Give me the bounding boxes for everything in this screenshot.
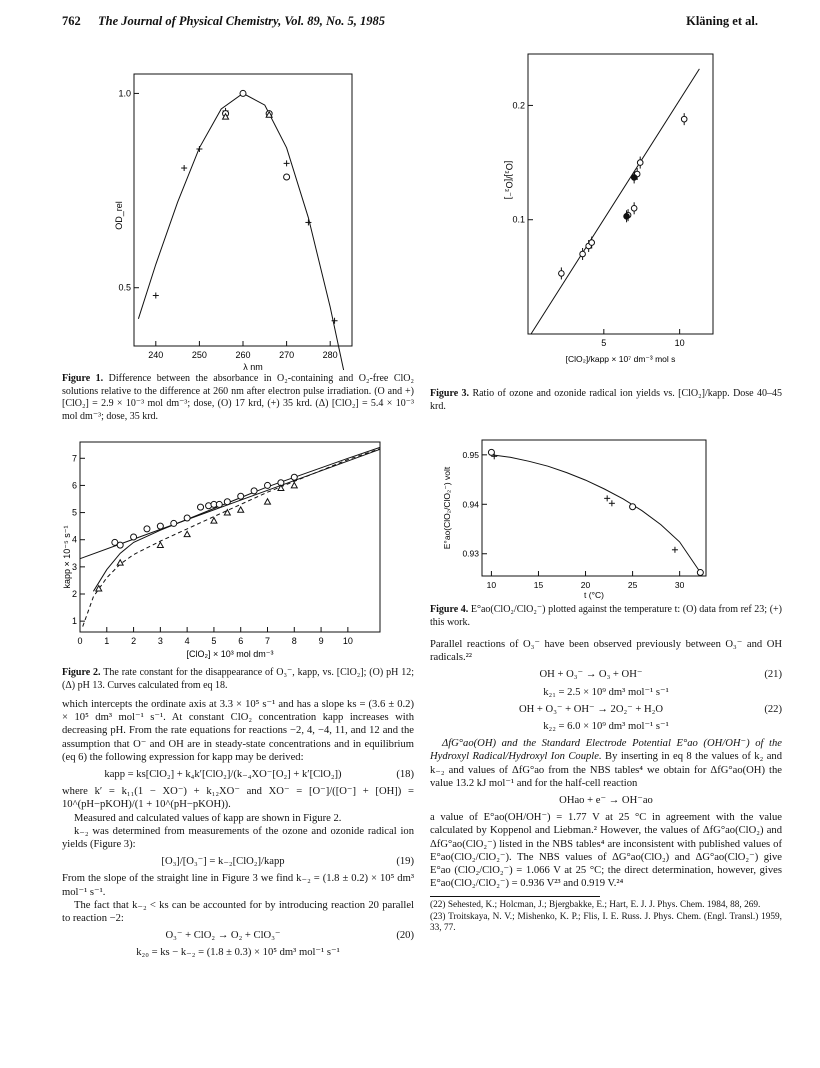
fig2-point (224, 510, 230, 515)
fig2-point (216, 501, 222, 507)
fig2-point (291, 482, 297, 487)
left-paragraph-2: where k′ = k₁₁(1 − XO⁻) + k₁₂XO⁻ and XO⁻ = [O⁻]/([O⁻] + [OH]) = 10^(pH−pKOH)/(1 + 10^(pH−pKOH)). (62, 786, 414, 811)
x-tick-label: 280 (322, 350, 338, 360)
fig4-point (697, 570, 703, 576)
fig2-point (198, 504, 204, 510)
fig1-x-label: λ nm (243, 362, 263, 370)
equation-19: [O₃]/[O₃⁻] = k₋₂[ClO₂]/kapp (19) (161, 856, 414, 868)
fig2-point (157, 542, 163, 547)
fig3-point (681, 116, 687, 122)
fig2-x-label: [ClO₂] × 10³ mol dm⁻³ (186, 649, 274, 659)
x-tick-label: 10 (342, 636, 353, 646)
fig1-point (240, 90, 246, 96)
y-tick-label: 7 (71, 453, 77, 464)
fig2-point (211, 518, 217, 523)
y-tick-label: 2 (71, 589, 77, 599)
y-tick-label: 6 (71, 480, 77, 491)
fig3-x-label: [ClO₂]/kapp × 10⁷ dm⁻³ mol s (565, 354, 676, 364)
fig1-curve (138, 93, 347, 370)
y-tick-label: 4 (71, 534, 77, 545)
fig2-curve-ph13 (83, 449, 380, 627)
fig1-point (196, 146, 202, 152)
left-paragraph-4: k₋₂ was determined from measurements of the ozone and ozonide radical ion yields (Figure 3): (62, 825, 414, 851)
x-tick-label: 30 (674, 580, 685, 590)
fig4-x-label: t (°C) (584, 590, 604, 600)
left-paragraph-5: From the slope of the straight line in Figure 3 we find k₋₂ = (1.8 ± 0.2) × 10⁵ dm³ mol⁻¹ s⁻¹. (62, 873, 414, 898)
fig2-point (265, 482, 271, 488)
equation-21: OH + O₃⁻ → O₃ + OH⁻ (21) (539, 669, 782, 681)
y-tick-label: 1.0 (118, 88, 131, 99)
equation-k20: k₂₀ = ks − k₋₂ = (1.8 ± 0.3) × 10⁵ dm³ mol⁻¹ s⁻¹ (136, 947, 340, 959)
equation-k22: k₂₂ = 6.0 × 10⁹ dm³ mol⁻¹ s⁻¹ (543, 721, 669, 733)
fig4-frame (482, 440, 706, 576)
fig2-point (224, 499, 230, 505)
y-tick-label: 0.5 (118, 282, 131, 293)
fig3-point (559, 271, 565, 277)
x-tick-label: 8 (291, 636, 297, 646)
footnote-22: (22) Sehested, K.; Holcman, J.; Bjergbakke, E.; Hart, E. J. J. Phys. Chem. 1984, 88, 269. (430, 900, 761, 911)
figure-2-chart (62, 440, 392, 665)
fig2-straight-line (80, 449, 380, 558)
fig2-frame (80, 442, 380, 632)
fig2-point (171, 520, 177, 526)
y-tick-label: 3 (71, 561, 77, 572)
y-tick-label: 0.94 (462, 499, 479, 510)
figure-1-caption: Figure 1. Difference between the absorbance in O₂-containing and O₂-free ClO₂ solutions relative to the difference at 260 nm after electron pulse irradiation. (O and +) [ClO₂] = 2.9 × 10⁻³ mol dm⁻³; dose, (O) 17 krd, (+) 35 krd. (Δ) [ClO₂] = 5.4 × 10⁻³ mol dm⁻³; dose, 35 krd. (62, 373, 414, 422)
figure-2-caption: Figure 2. The rate constant for the disappearance of O₃⁻, kapp, vs. [ClO₂]; (O) pH 12; (Δ) pH 13. Curves calculated from eq 18. (62, 667, 414, 691)
x-tick-label: 0 (77, 636, 83, 646)
fig1-frame (134, 74, 352, 346)
figure-3-chart (470, 52, 720, 377)
x-tick-label: 270 (279, 350, 295, 360)
fig4-point (630, 504, 636, 510)
right-column-text (430, 638, 782, 935)
fig2-y-label: kapp × 10⁻⁵ s⁻¹ (62, 525, 72, 589)
section-heading: ΔfG°ao(OH) and the Standard Electrode Potential E°ao (OH/OH⁻) of the Hydroxyl Radical/Hydroxyl Ion Couple. (430, 738, 782, 763)
x-tick-label: 25 (627, 580, 638, 590)
figure-1-chart (62, 70, 362, 370)
half-cell-reaction: OHao + e⁻ → OH⁻ao (559, 795, 653, 807)
x-tick-label: 15 (533, 580, 544, 590)
y-tick-label: 1 (71, 616, 77, 627)
page-number: 762 (62, 14, 81, 28)
fig2-point (238, 507, 244, 512)
y-tick-label: 0.95 (462, 449, 479, 460)
left-paragraph-6: The fact that k₋₂ < ks can be accounted for by introducing reaction 20 parallel to reaction −2: (62, 899, 414, 925)
fig1-point (284, 174, 290, 180)
equation-20: O₃⁻ + ClO₂ → O₂ + ClO₃⁻ (20) (165, 930, 414, 942)
x-tick-label: 20 (580, 580, 591, 590)
footnote-23: (23) Troitskaya, N. V.; Mishenko, K. P.; Flis, I. E. Russ. J. Phys. Chem. (Engl. Transl.) 1959, 33, 77. (430, 911, 782, 934)
equation-18: kapp = ks[ClO₂] + k₄k′[ClO₂]/(k₋₄XO⁻[O₂] + k′[ClO₂]) (18) (104, 769, 414, 781)
x-tick-label: 5 (601, 338, 607, 348)
fig2-point (157, 523, 163, 529)
x-tick-label: 2 (131, 636, 137, 646)
y-tick-label: 0.2 (512, 100, 525, 111)
equation-k21: k₂₁ = 2.5 × 10⁹ dm³ mol⁻¹ s⁻¹ (543, 686, 669, 698)
x-tick-label: 10 (674, 338, 685, 348)
fig3-point (589, 240, 595, 246)
x-tick-label: 4 (184, 636, 190, 646)
right-paragraph-3: a value of E°ao(OH/OH⁻) = 1.77 V at 25 °C in agreement with the value calculated by Koppenol and Liebman.² However, the values of ΔfG°ao(ClO₂) and ΔfG°ao(ClO₂⁻) listed in the NBS tables⁴ are inconsistent with published values of E°ao(ClO₂/ClO₂⁻). The NBS values of ΔG°ao(ClO₂) and ΔG°ao(ClO₂⁻) give E°ao (ClO₂/ClO₂⁻) = 1.066 V at 25 °C; the direct determination, however, gives E°ao(ClO₂/ClO₂⁻) = 0.936 V²³ and 0.919 V.²⁴ (430, 812, 782, 890)
x-tick-label: 9 (318, 636, 324, 646)
figure-4-caption: Figure 4. E°ao(ClO₂/ClO₂⁻) plotted against the temperature t: (O) data from ref 23; (+) this work. (430, 604, 782, 628)
fig2-point (265, 499, 271, 504)
fig2-point (184, 515, 190, 521)
y-tick-label: 0.93 (462, 548, 479, 559)
left-paragraph-3: Measured and calculated values of kapp are shown in Figure 2. (74, 812, 342, 824)
x-tick-label: 7 (264, 636, 271, 646)
fig2-curve-ph12 (93, 447, 380, 591)
left-paragraph-1: which intercepts the ordinate axis at 3.3 × 10⁵ s⁻¹ and has a slope ks = (3.6 ± 0.2) × 10⁵ dm³ mol⁻¹ s⁻¹. At constant ClO₂ concentration kapp increases with decreasing pH. From the rate equations for reactions −2, 4, −4, 11, and 12 and the assumption that O⁻ and OH are in steady-state concentrations and in equilibrium (eq 6) the following expression for kapp may be derived: (62, 699, 414, 763)
fig4-y-label: E°ao(ClO₂/ClO₂⁻) volt (442, 466, 452, 550)
fig2-point (184, 531, 190, 536)
fig1-y-label: OD_rel (114, 201, 124, 230)
x-tick-label: 10 (486, 580, 497, 590)
y-tick-label: 5 (71, 507, 77, 518)
footnote-divider (430, 896, 600, 897)
journal-title: The Journal of Physical Chemistry, Vol. 89, No. 5, 1985 (98, 14, 386, 28)
fig3-y-label: [O₃]/[O₃⁻] (504, 160, 514, 200)
fig1-point (153, 292, 159, 298)
fig3-fit-line (531, 69, 699, 334)
fig2-point (291, 474, 297, 480)
fig4-point (672, 547, 678, 553)
fig2-point (238, 493, 244, 499)
fig3-point (631, 205, 637, 211)
x-tick-label: 3 (157, 636, 163, 646)
left-column-text (62, 698, 414, 964)
x-tick-label: 250 (191, 350, 207, 360)
x-tick-label: 1 (104, 636, 110, 646)
x-tick-label: 240 (148, 350, 164, 360)
fig1-point (284, 160, 290, 166)
y-tick-label: 0.1 (512, 214, 525, 225)
figure-4-chart (420, 438, 720, 600)
fig1-point (181, 165, 187, 171)
fig2-point (117, 542, 123, 548)
fig3-point (624, 213, 630, 219)
fig4-curve (491, 455, 700, 573)
fig3-point (580, 251, 586, 257)
x-tick-label: 260 (235, 350, 251, 360)
fig4-point (488, 449, 494, 455)
fig2-point (117, 560, 123, 565)
fig2-point (131, 534, 137, 540)
x-tick-label: 6 (238, 636, 244, 646)
x-tick-label: 5 (211, 636, 217, 646)
equation-22: OH + O₃⁻ + OH⁻ → 2O₂⁻ + H₂O (22) (518, 703, 782, 715)
fig3-point (631, 175, 637, 181)
fig3-point (637, 160, 643, 166)
fig4-point (604, 495, 610, 501)
right-paragraph-1: Parallel reactions of O₃⁻ have been observed previously between O₃⁻ and OH radicals.²² (430, 639, 782, 664)
fig2-point (251, 488, 257, 494)
authors: Kläning et al. (686, 14, 758, 28)
fig4-point (609, 500, 615, 506)
figure-3-caption: Figure 3. Ratio of ozone and ozonide radical ion yields vs. [ClO₂]/kapp. Dose 40–45 krd. (430, 388, 783, 412)
right-paragraph-2: ΔfG°ao(OH) and the Standard Electrode Potential E°ao (OH/OH⁻) of the Hydroxyl Radical/Hydroxyl Ion Couple. By inserting in eq 8 the values of k₂ and k₋₂ and values of ΔfG°ao from the NBS tables⁴ we obtain for ΔfG°ao(OH) the value 13.2 kJ mol⁻¹ and for the half-cell reaction (430, 738, 782, 789)
fig2-point (144, 526, 150, 532)
